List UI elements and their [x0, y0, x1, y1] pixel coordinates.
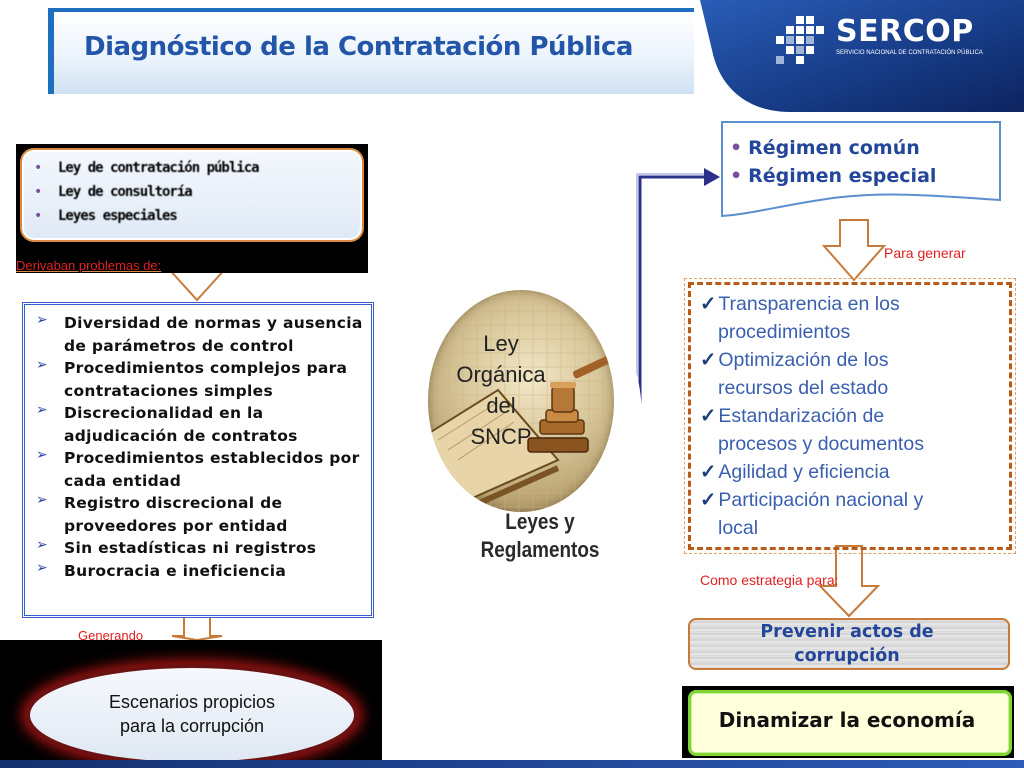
list-item: [36, 560, 366, 583]
problems-list: [36, 312, 366, 582]
law-name-line: Ley: [483, 331, 519, 356]
benefit-text: Estandarización de: [718, 405, 885, 427]
arrow-bullet-icon: ➢: [36, 357, 48, 373]
law-name: [436, 328, 566, 452]
problem-text: Burocracia e ineficiencia: [64, 561, 287, 580]
law-name-line: Orgánica: [456, 362, 546, 387]
list-item: [36, 402, 366, 447]
list-item: [730, 162, 936, 190]
law-name-line: del: [486, 393, 516, 418]
benefit-text: recursos del estado: [718, 377, 889, 399]
goal-line: corrupción: [794, 646, 900, 666]
footer-bar: [0, 760, 1024, 768]
caption-line: Leyes y: [505, 509, 575, 534]
arrow-bullet-icon: ➢: [36, 402, 48, 418]
benefit-text: Participación nacional y: [718, 489, 924, 511]
problem-text: Discrecionalidad en la adjudicación de contratos: [64, 404, 298, 445]
connector-label-generando: Generando: [78, 628, 144, 643]
list-item: [700, 486, 1000, 542]
law-item: Ley de contratación pública: [58, 160, 259, 176]
list-item: [36, 492, 366, 537]
bullet-icon: •: [730, 165, 743, 187]
previous-laws-box: [20, 148, 364, 242]
benefit-text: procedimientos: [718, 321, 851, 343]
law-item: Leyes especiales: [58, 208, 177, 224]
bullet-icon: •: [34, 160, 43, 176]
connector-label-derivaban: Derivaban problemas de:: [16, 258, 162, 273]
check-icon: ✓: [700, 293, 717, 315]
arrow-bullet-icon: ➢: [36, 559, 48, 576]
laws-caption: [471, 508, 609, 564]
benefit-text: procesos y documentos: [718, 433, 924, 455]
list-item: [700, 290, 1000, 346]
brand-name: SERCOP: [836, 14, 974, 49]
prevent-corruption-text: [688, 620, 1006, 668]
arrow-bullet-icon: ➢: [36, 312, 48, 328]
down-arrow-icon: [824, 220, 884, 280]
bullet-icon: •: [730, 137, 743, 159]
list-item: [36, 537, 366, 560]
problem-text: Sin estadísticas ni registros: [64, 539, 317, 557]
benefit-text: Agilidad y eficiencia: [718, 461, 890, 483]
connector-label-como-estrategia: Como estrategia para:: [700, 572, 839, 588]
problem-text: Procedimientos establecidos por cada entidad: [64, 449, 360, 490]
arrow-bullet-icon: ➢: [36, 447, 48, 463]
check-icon: ✓: [700, 461, 717, 483]
goal-line: Prevenir actos de: [760, 622, 934, 642]
result-line: Escenarios propicios: [108, 692, 276, 712]
list-item: [700, 346, 1000, 402]
list-item: [700, 458, 1000, 486]
list-item: [730, 134, 936, 162]
result-line: para la corrupción: [119, 716, 265, 736]
problem-text: Registro discrecional de proveedores por entidad: [64, 494, 288, 535]
law-item: Ley de consultoría: [58, 184, 192, 200]
regime-list: [730, 134, 936, 190]
check-icon: ✓: [700, 405, 717, 427]
regime-text: Régimen común: [748, 137, 920, 159]
brand-subtitle: SERVICIO NACIONAL DE CONTRATACIÓN PÚBLICA: [836, 50, 983, 56]
list-item: [36, 312, 366, 357]
corruption-scenario-text: [30, 690, 354, 738]
regime-text: Régimen especial: [748, 165, 937, 187]
list-item: [36, 357, 366, 402]
benefit-text: Transparencia en los: [718, 293, 900, 315]
problem-text: Diversidad de normas y ausencia de parámetros de control: [64, 314, 363, 355]
boost-economy-text: Dinamizar la economía: [718, 708, 976, 732]
list-item: [700, 402, 1000, 458]
check-icon: ✓: [700, 349, 717, 371]
benefits-list: [700, 290, 1000, 542]
problem-text: Procedimientos complejos para contrataciones simples: [64, 359, 348, 400]
bullet-icon: •: [34, 184, 43, 200]
bullet-icon: •: [34, 208, 43, 224]
arrow-bullet-icon: ➢: [36, 537, 48, 553]
connector-label-para-generar: Para generar: [884, 245, 966, 261]
list-item: [36, 447, 366, 492]
law-name-line: SNCP: [470, 424, 532, 449]
arrow-bullet-icon: ➢: [36, 492, 48, 508]
page-title: Diagnóstico de la Contratación Pública: [84, 32, 633, 62]
benefit-text: Optimización de los: [718, 349, 889, 371]
caption-line: Reglamentos: [480, 537, 600, 562]
check-icon: ✓: [700, 489, 717, 511]
benefit-text: local: [718, 517, 759, 539]
